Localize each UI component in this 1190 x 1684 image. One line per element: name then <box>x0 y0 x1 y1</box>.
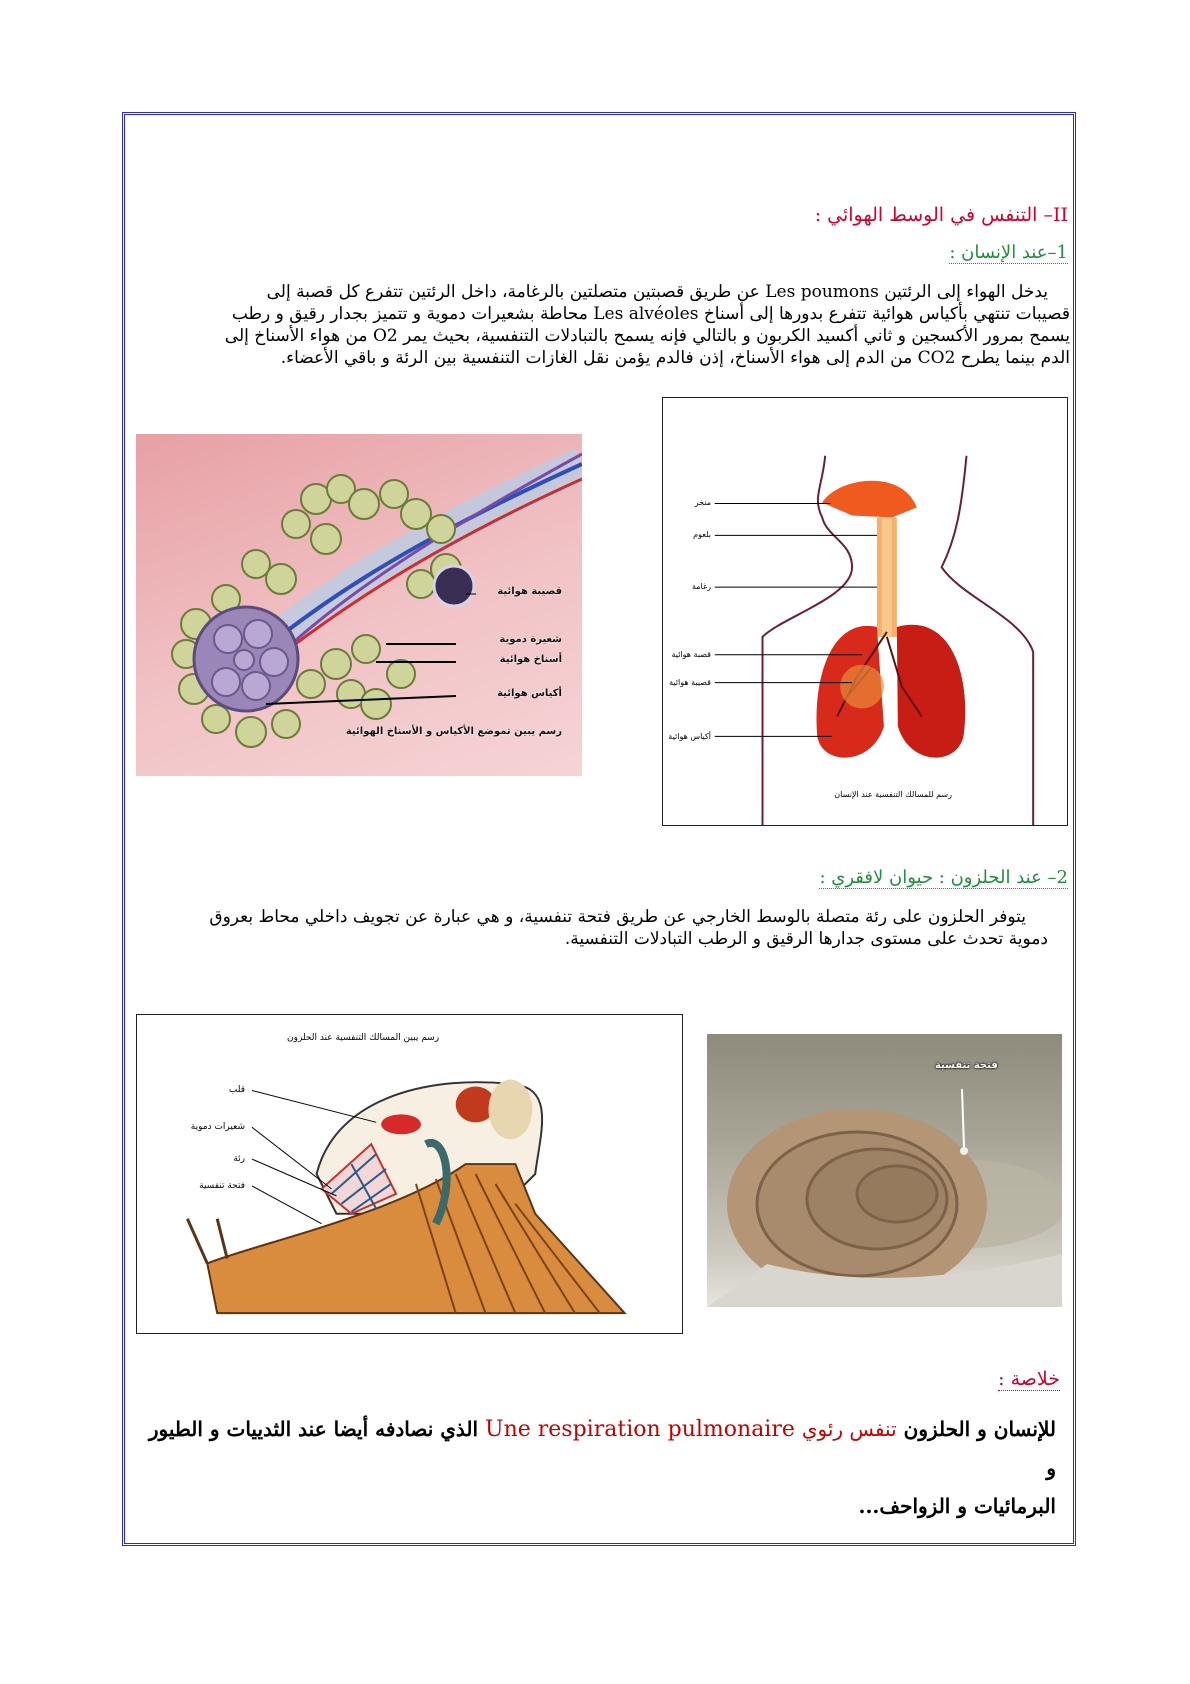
subsection-2-title: 2– عند الحلزون : حيوان لافقري : <box>819 867 1068 888</box>
snail-label-2: شعيرات دموية <box>190 1122 245 1132</box>
human-paragraph-line-2: قصيبات تنتهي بأكياس هوائية تتفرع بدورها إلى أسناخ Les alvéoles محاطة بشعيرات دموية و تتميز بجدار رقيق و رطب <box>231 304 1070 324</box>
conclusion-text <box>140 1410 1056 1525</box>
conclusion-red-term: تنفس رئوي <box>801 1417 897 1441</box>
snail-label-1: قلب <box>228 1085 245 1095</box>
conclusion-latin-term: Une respiration pulmonaire <box>485 1417 795 1442</box>
snail-label-3: رئة <box>233 1154 245 1164</box>
alveoli-label-4: أكياس هوائية <box>497 688 562 699</box>
snail-diagram-illustration <box>137 1015 682 1333</box>
human-paragraph-line-3: يسمح بمرور الأكسجين و ثاني أكسيد الكربون و بالتالي فإنه يسمح بالتبادلات التنفسية، بحيث يمر O2 من هواء الأسناخ إلى <box>224 326 1070 346</box>
human-respiratory-illustration <box>663 398 1067 825</box>
human-caption: رسم للمسالك التنفسية عند الإنسان <box>834 790 952 799</box>
conclusion-line-2: البرمائيات و الزواحف... <box>858 1494 1056 1518</box>
snail-photo <box>707 1034 1062 1307</box>
human-paragraph <box>140 281 1070 369</box>
snail-photo-illustration <box>707 1034 1062 1307</box>
conclusion-start: للإنسان و الحلزون <box>903 1417 1056 1441</box>
snail-paragraph-line-2: دموية تحدث على مستوى جدارها الرقيق و الرطب التبادلات التنفسية. <box>564 929 1048 949</box>
human-paragraph-line-4: الدم بينما يطرح CO2 من الدم إلى هواء الأسناخ، إذن فالدم يؤمن نقل الغازات التنفسية بين الرئة و باقي الأعضاء. <box>280 348 1070 368</box>
alveoli-label-1: قصيبة هوائية <box>497 586 562 597</box>
alveoli-caption: رسم يبين تموضع الأكياس و الأسناخ الهوائية <box>345 726 562 737</box>
conclusion-title: خلاصة : <box>998 1368 1060 1390</box>
snail-photo-label: فتحة تنفسية <box>935 1060 998 1071</box>
snail-diagram-title: رسم يبين المسالك التنفسية عند الحلزون <box>287 1033 440 1043</box>
section-title: II– التنفس في الوسط الهوائي : <box>814 204 1068 226</box>
conclusion-end: الذي نصادفه أيضا عند الثدييات و الطيور و <box>148 1417 1056 1480</box>
snail-paragraph-line-1: يتوفر الحلزون على رئة متصلة بالوسط الخارجي عن طريق فتحة تنفسية، و هي عبارة عن تجويف داخلي محاط بعروق <box>209 907 1026 927</box>
human-respiratory-figure <box>662 397 1068 826</box>
human-label-1: منخر <box>694 498 711 507</box>
snail-label-4: فتحة تنفسية <box>199 1181 245 1191</box>
human-label-5: قصيبة هوائية <box>669 678 711 687</box>
alveoli-label-2: شعيرة دموية <box>499 634 562 645</box>
human-paragraph-line-1: يدخل الهواء إلى الرئتين Les poumons عن طريق قصبتين متصلتين بالرغامة، داخل الرئتين تتفرع كل قصبة إلى <box>266 282 1048 302</box>
alveoli-illustration <box>136 434 582 776</box>
snail-paragraph <box>140 906 1048 950</box>
subsection-1-title: 1–عند الإنسان : <box>949 242 1068 263</box>
conclusion-line-1 <box>140 1410 1056 1487</box>
alveoli-figure <box>136 434 582 776</box>
human-label-2: بلعوم <box>693 530 711 539</box>
human-label-3: رغامة <box>691 582 711 591</box>
alveoli-label-3: أسناخ هوائية <box>499 654 562 665</box>
snail-diagram <box>136 1014 683 1334</box>
human-label-4: قصبة هوائية <box>671 650 711 659</box>
human-label-6: أكياس هوائية <box>668 732 711 741</box>
